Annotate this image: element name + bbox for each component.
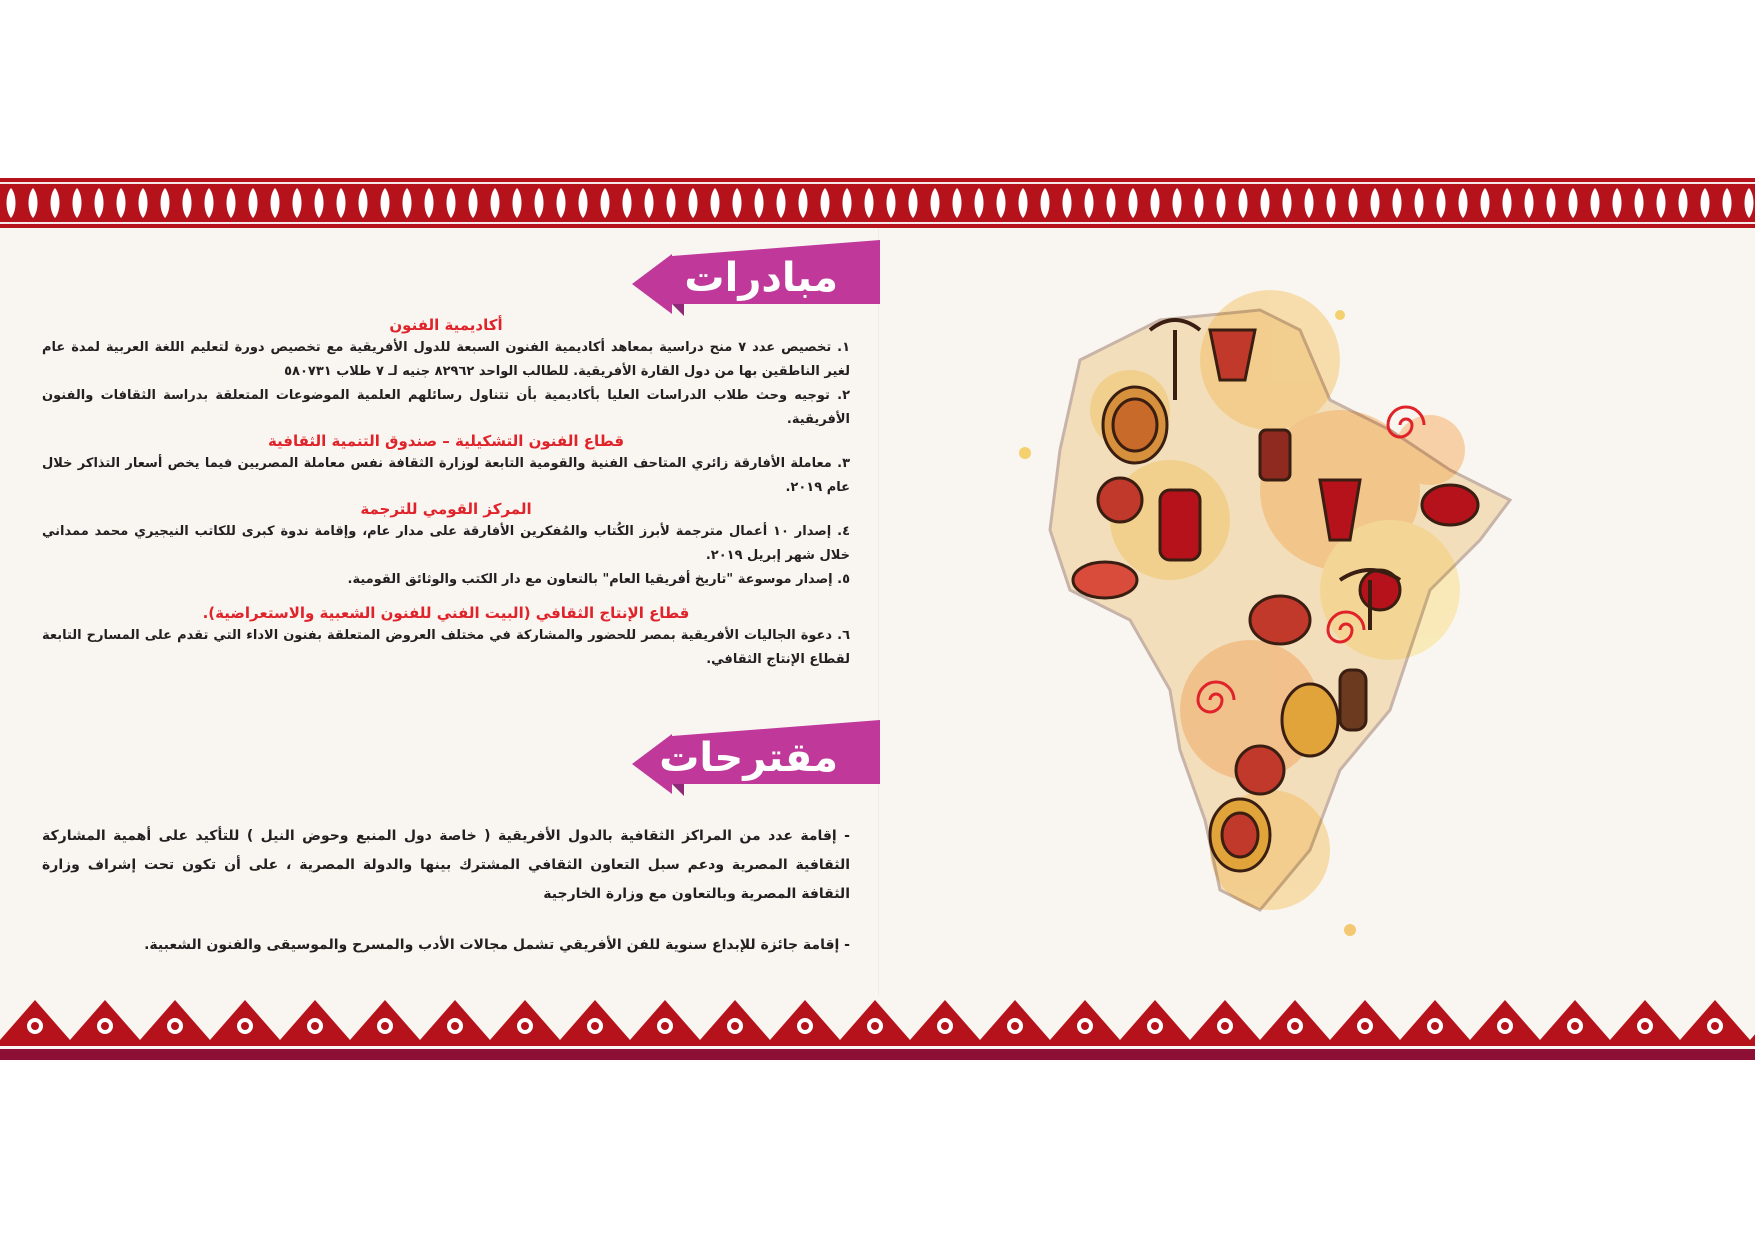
proposals-title-ribbon (632, 720, 880, 796)
initiatives-title: مبادرات (684, 255, 838, 301)
initiative-item: ٢. توجيه وحث طلاب الدراسات العليا بأكاديمية بأن تتناول رسائلهم العلمية الموضوعات المتعلقة بدراسة الثقافات والفنون الأفريقية. (42, 388, 850, 427)
initiatives-content (42, 316, 850, 672)
initiatives-title-ribbon (632, 240, 880, 316)
page-fold (878, 228, 879, 996)
proposal-item: - إقامة جائزة للإبداع سنوية للفن الأفريقي تشمل مجالات الأدب والمسرح والموسيقى والفنون الشعبية. (144, 937, 850, 953)
initiative-item: ٤. إصدار ١٠ أعمال مترجمة لأبرز الكُتاب والمُفكرين الأفارقة على مدار عام، وإقامة ندوة كبرى للكاتب النيجيري محمد ممداني خلال شهر إبريل ٢٠١٩. (42, 524, 850, 563)
proposals-title: مقترحات (659, 735, 838, 781)
initiative-item: ٦. دعوة الجاليات الأفريقية بمصر للحضور والمشاركة في مختلف العروض المتعلقة بفنون الاداء التي تقدم على المسارح التابعة لقطاع الإنتاج الثقافي. (42, 628, 850, 667)
section-heading-translation-center: المركز القومي للترجمة (360, 500, 532, 518)
initiative-item: ٥. إصدار موسوعة "تاريخ أفريقيا العام" بالتعاون مع دار الكتب والوثائق القومية. (347, 572, 850, 587)
section-heading-arts-academy: أكاديمية الفنون (389, 316, 503, 334)
proposals-content (42, 822, 850, 960)
section-heading-cultural-production: قطاع الإنتاج الثقافي (البيت الفني للفنون الشعبية والاستعراضية). (202, 604, 690, 622)
proposal-item: - إقامة عدد من المراكز الثقافية بالدول الأفريقية ( خاصة دول المنبع وحوض النيل ) للتأكيد على أهمية المشاركة الثقافية المصرية ودعم سبل التعاون الثقافي المشترك بينها والدولة المصرية ، على أن تكون تحت إشراف وزارة الثقافة المصرية وبالتعاون مع وزارة الخارجية (42, 828, 850, 902)
section-heading-fine-arts: قطاع الفنون التشكيلية – صندوق التنمية الثقافية (267, 432, 625, 450)
initiative-item: ١. تخصيص عدد ٧ منح دراسية بمعاهد أكاديمية الفنون السبعة للدول الأفريقية مع تخصيص دورة لتعليم اللغة العربية لمدة عام لغير الناطقين بها من دول القارة الأفريقية. للطالب الواحد ٨٢٩٦٢ جنيه لـ ٧ طلاب ٥٨٠٧٣١ (42, 340, 850, 379)
africa-map-collage-icon (1010, 290, 1570, 960)
initiative-item: ٣. معاملة الأفارقة زائري المتاحف الفنية والقومية التابعة لوزارة الثقافة نفس معاملة المصريين فيما يخص أسعار التذاكر خلال عام ٢٠١٩. (42, 456, 850, 495)
top-decorative-border (0, 178, 1755, 228)
bottom-decorative-border (0, 996, 1755, 1060)
